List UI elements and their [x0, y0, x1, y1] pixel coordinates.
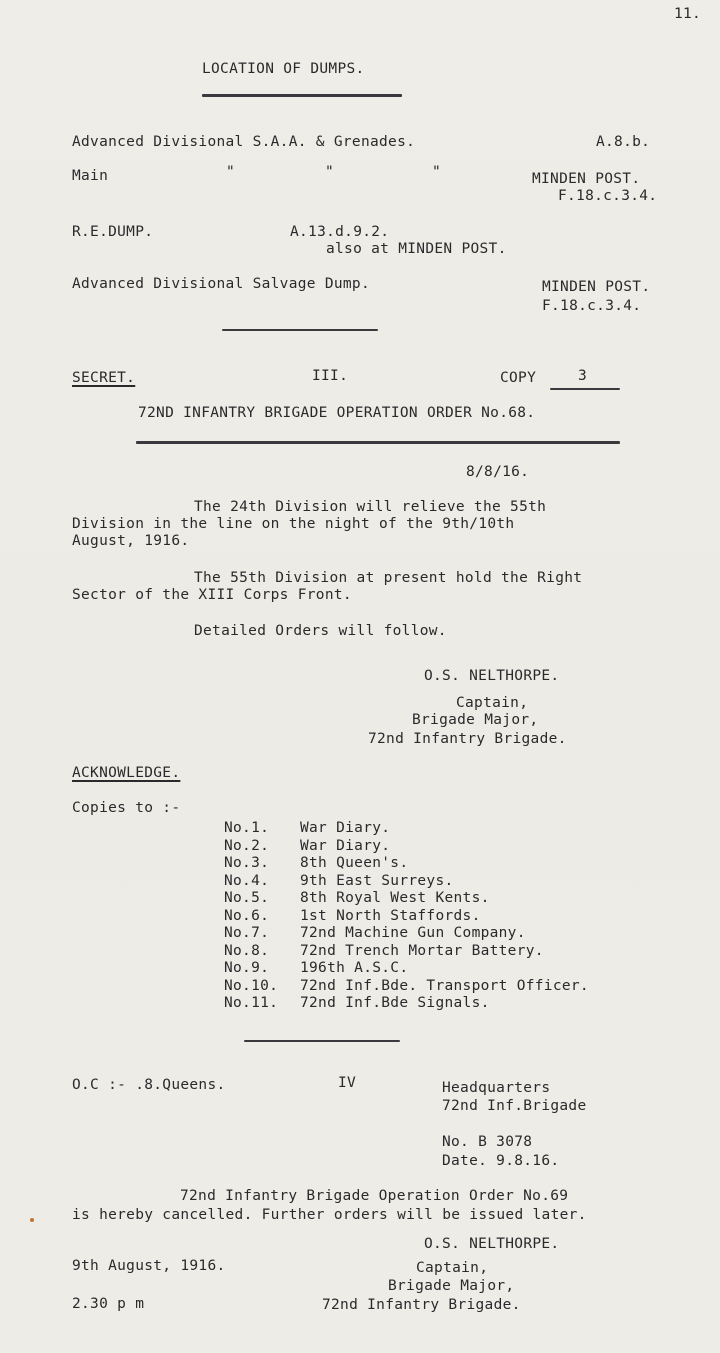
main-dump-location: MINDEN POST. — [532, 171, 641, 187]
list-item: No.10. 72nd Inf.Bde. Transport Officer. — [224, 977, 589, 994]
memo-oc-line: O.C :- .8.Queens. — [72, 1077, 226, 1093]
order-paragraph-1: August, 1916. — [72, 533, 190, 549]
memo-signature-role: Brigade Major, — [388, 1278, 515, 1294]
signature-rank: Captain, — [456, 695, 529, 711]
memo-roman-numeral: IV — [338, 1075, 357, 1091]
dumps-heading: LOCATION OF DUMPS. — [202, 61, 365, 77]
list-item: No.8. 72nd Trench Mortar Battery. — [224, 942, 544, 959]
distribution-list — [224, 820, 589, 1013]
memo-headquarters-unit: 72nd Inf.Brigade — [442, 1098, 587, 1114]
salvage-dump-ref: F.18.c.3.4. — [542, 298, 642, 314]
order-paragraph-1: Division in the line on the night of the 9th/10th — [72, 516, 515, 532]
order-roman-numeral: III. — [312, 368, 349, 384]
list-item: No.6. 1st North Staffords. — [224, 907, 481, 924]
order-paragraph-3: Detailed Orders will follow. — [194, 623, 447, 639]
memo-reference-number: No. B 3078 — [442, 1134, 533, 1150]
order-paragraph-2: The 55th Division at present hold the Right — [194, 570, 583, 586]
secret-label: SECRET. — [72, 370, 136, 386]
list-item: No.1. War Diary. — [224, 820, 391, 836]
list-item: No.3. 8th Queen's. — [224, 855, 409, 871]
signature-unit: 72nd Infantry Brigade. — [368, 731, 567, 747]
memo-reference-date: Date. 9.8.16. — [442, 1153, 560, 1169]
order-title: 72ND INFANTRY BRIGADE OPERATION ORDER No.68. — [138, 405, 536, 421]
list-item: No.9. 196th A.S.C. — [224, 960, 409, 976]
ditto-mark: " — [325, 164, 335, 180]
advanced-saa-label: Advanced Divisional S.A.A. & Grenades. — [72, 134, 416, 150]
heading-rule — [202, 94, 402, 97]
copy-number: 3 — [578, 368, 588, 384]
memo-headquarters: Headquarters — [442, 1080, 551, 1096]
signature-role: Brigade Major, — [412, 712, 539, 728]
memo-signature-name: O.S. NELTHORPE. — [424, 1236, 560, 1252]
salvage-dump-location: MINDEN POST. — [542, 279, 651, 295]
margin-mark — [30, 1218, 34, 1222]
re-dump-ref: A.13.d.9.2. — [290, 224, 390, 240]
order-paragraph-2: Sector of the XIII Corps Front. — [72, 587, 352, 603]
section-rule — [244, 1040, 400, 1042]
order-paragraph-1: The 24th Division will relieve the 55th — [194, 499, 547, 515]
re-dump-label: R.E.DUMP. — [72, 224, 154, 240]
order-title-rule — [136, 441, 620, 444]
ditto-mark: " — [432, 164, 442, 180]
list-item: No.4. 9th East Surreys. — [224, 872, 454, 889]
main-dump-label: Main — [72, 168, 109, 184]
re-dump-also: also at MINDEN POST. — [326, 241, 507, 257]
acknowledge-label: ACKNOWLEDGE. — [72, 765, 181, 781]
copy-number-rule — [550, 388, 620, 390]
section-rule — [222, 329, 378, 331]
list-item: No.5. 8th Royal West Kents. — [224, 890, 490, 906]
ditto-mark: " — [226, 164, 236, 180]
list-item: No.2. War Diary. — [224, 837, 391, 854]
copy-label: COPY — [500, 370, 537, 386]
copies-to-label: Copies to :- — [72, 800, 181, 816]
advanced-saa-ref: A.8.b. — [596, 134, 651, 150]
signature-name: O.S. NELTHORPE. — [424, 668, 560, 684]
order-date: 8/8/16. — [466, 464, 530, 480]
memo-signature-unit: 72nd Infantry Brigade. — [322, 1297, 521, 1313]
list-item: No.7. 72nd Machine Gun Company. — [224, 925, 526, 941]
page-number: 11. — [674, 6, 702, 22]
salvage-dump-label: Advanced Divisional Salvage Dump. — [72, 276, 370, 292]
memo-date: 9th August, 1916. — [72, 1258, 226, 1274]
main-dump-ref: F.18.c.3.4. — [558, 188, 658, 204]
memo-body: is hereby cancelled. Further orders will be issued later. — [72, 1207, 587, 1223]
list-item: No.11. 72nd Inf.Bde Signals. — [224, 995, 490, 1011]
memo-time: 2.30 p m — [72, 1296, 145, 1312]
memo-signature-rank: Captain, — [416, 1260, 489, 1276]
memo-body: 72nd Infantry Brigade Operation Order No.69 — [180, 1188, 569, 1204]
